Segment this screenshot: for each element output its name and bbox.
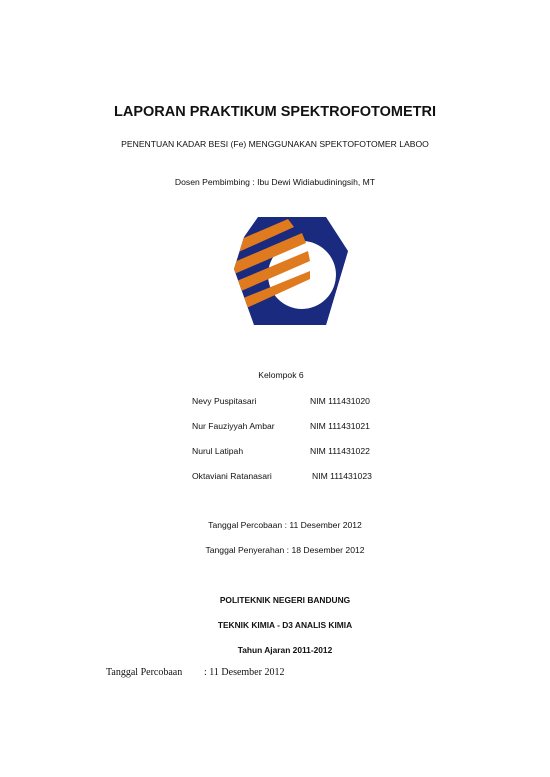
member-name: Nur Fauziyyah Ambar bbox=[192, 421, 275, 431]
member-nim: NIM 111431022 bbox=[310, 446, 370, 456]
advisor-line: Dosen Pembimbing : Ibu Dewi Widiabudiningsih, MT bbox=[174, 177, 376, 187]
institution-name: POLITEKNIK NEGERI BANDUNG bbox=[219, 595, 351, 605]
member-nim: NIM 111431021 bbox=[310, 421, 370, 431]
submission-date: Tanggal Penyerahan : 18 Desember 2012 bbox=[205, 545, 365, 555]
member-name: Oktaviani Ratanasari bbox=[192, 471, 272, 481]
member-nim: NIM 111431023 bbox=[312, 471, 372, 481]
member-name: Nurul Latipah bbox=[192, 446, 244, 456]
department-name: TEKNIK KIMIA - D3 ANALIS KIMIA bbox=[217, 620, 353, 630]
member-nim: NIM 111431020 bbox=[310, 396, 370, 406]
report-title: LAPORAN PRAKTIKUM SPEKTROFOTOMETRI bbox=[114, 104, 436, 120]
group-label: Kelompok 6 bbox=[258, 370, 304, 380]
member-name: Nevy Puspitasari bbox=[192, 396, 257, 406]
polban-logo-icon bbox=[232, 213, 350, 331]
report-subtitle: PENENTUAN KADAR BESI (Fe) MENGGUNAKAN SPEKTOFOTOMER LABOO bbox=[121, 139, 429, 149]
footer-experiment-date bbox=[106, 667, 285, 678]
academic-year: Tahun Ajaran 2011-2012 bbox=[237, 645, 333, 655]
footer-label: Tanggal Percobaan bbox=[106, 667, 183, 678]
footer-value: : 11 Desember 2012 bbox=[204, 667, 285, 678]
experiment-date: Tanggal Percobaan : 11 Desember 2012 bbox=[208, 520, 362, 530]
